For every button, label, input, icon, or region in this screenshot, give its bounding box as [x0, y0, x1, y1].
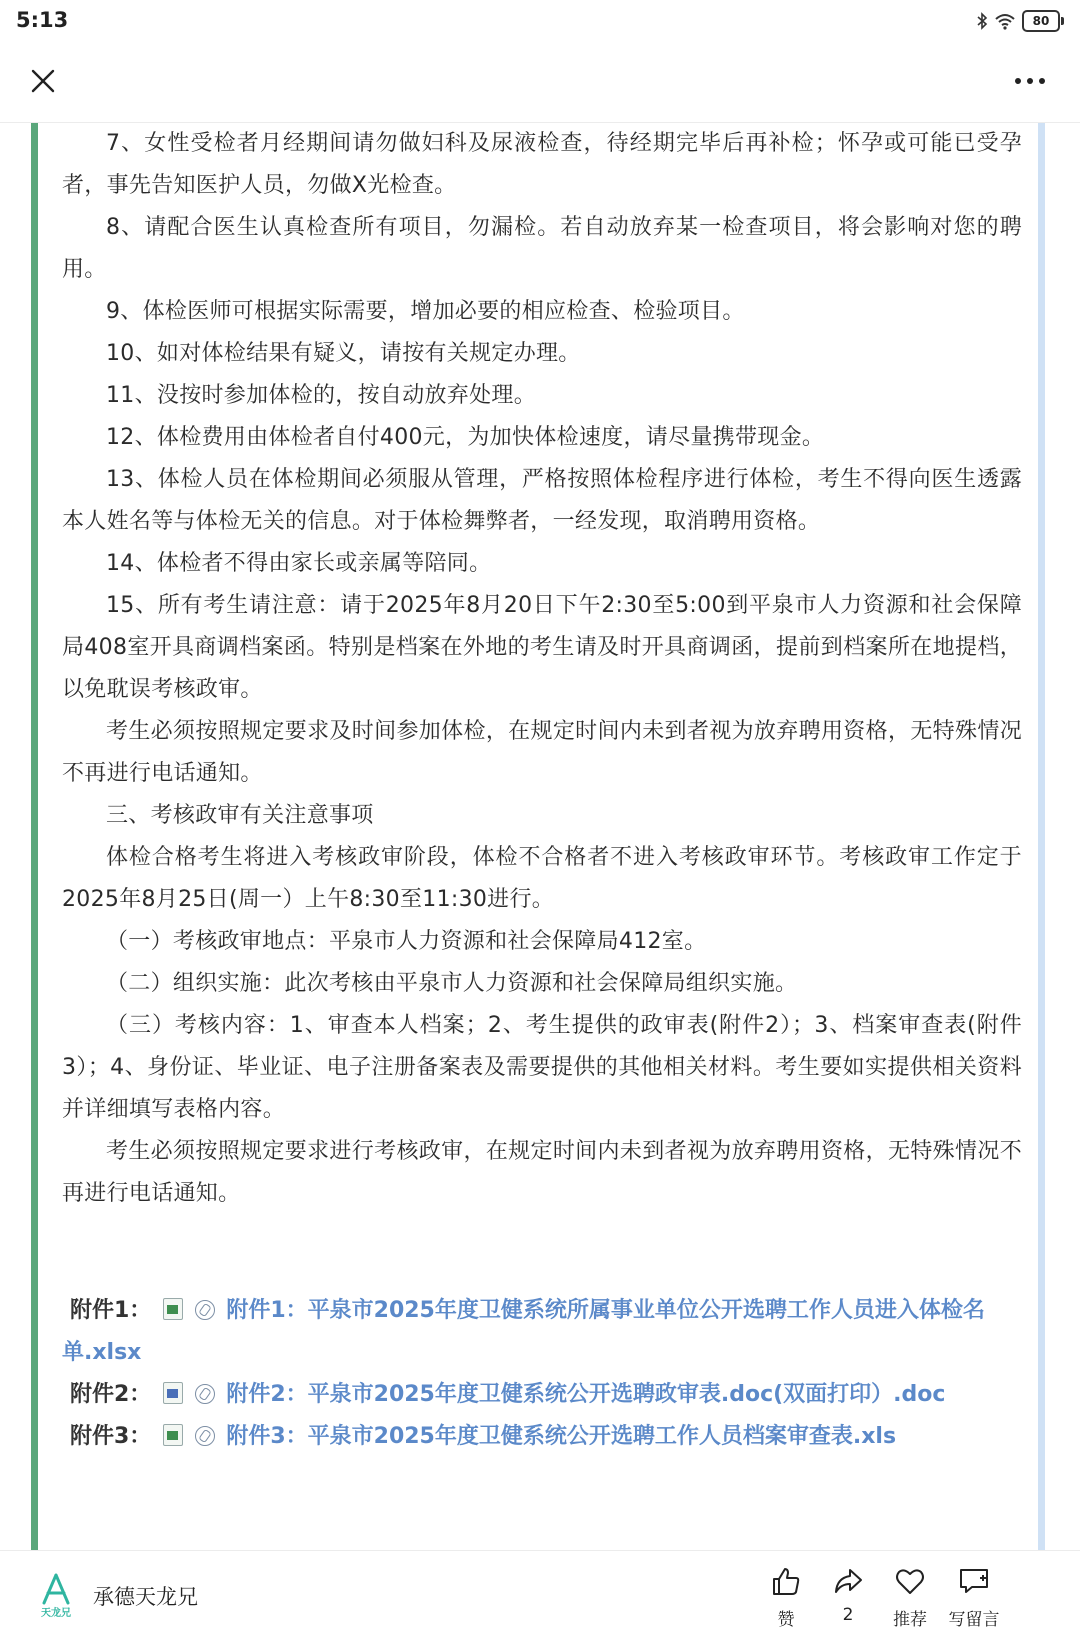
status-bar [0, 0, 1080, 42]
top-nav-bar [0, 42, 1080, 123]
paragraph: （三）考核内容：1、审查本人档案；2、考生提供的政审表(附件2）；3、档案审查表(附件3）；4、身份证、毕业证、电子注册备案表及需要提供的其他相关材料。考生要如实提供相关资料并详细填写表格内容。 [62, 1013, 1022, 1122]
paragraph: 考生必须按照规定要求及时间参加体检，在规定时间内未到者视为放弃聘用资格，无特殊情况不再进行电话通知。 [62, 719, 1022, 786]
link-icon [195, 1384, 215, 1404]
account-name[interactable]: 承德天龙兄 [93, 1585, 198, 1609]
write-comment-button[interactable] [942, 1563, 1006, 1630]
attachments-list [62, 1290, 1022, 1458]
close-icon [30, 68, 56, 94]
attachment-row [62, 1416, 1022, 1458]
status-icons [976, 9, 1064, 33]
account-logo[interactable] [36, 1573, 76, 1619]
excel-file-icon [163, 1298, 183, 1320]
recommend-label: 推荐 [893, 1610, 927, 1630]
paragraph: 考生必须按照规定要求进行考核政审，在规定时间内未到者视为放弃聘用资格，无特殊情况不再进行电话通知。 [62, 1139, 1022, 1206]
share-icon [832, 1565, 864, 1597]
excel-file-icon [163, 1424, 183, 1446]
status-time: 5:13 [16, 8, 69, 32]
bottom-action-bar [0, 1550, 1080, 1644]
attachment-label: 附件3： [70, 1424, 152, 1449]
account-logo-text: 天龙兄 [41, 1608, 71, 1619]
article-body [62, 123, 1022, 1215]
paragraph: 7、女性受检者月经期间请勿做妇科及尿液检查，待经期完毕后再补检；怀孕或可能已受孕者，事先告知医护人员，勿做X光检查。 [62, 131, 1022, 198]
bluetooth-icon [976, 12, 988, 30]
battery-indicator: 80 [1022, 10, 1060, 32]
attachment-link-2[interactable]: 附件2：平泉市2025年度卫健系统公开选聘政审表.doc(双面打印）.doc [226, 1382, 946, 1407]
right-accent-bar [1038, 123, 1045, 1550]
attachment-label: 附件1： [70, 1298, 152, 1323]
like-label: 赞 [777, 1610, 795, 1630]
link-icon [195, 1426, 215, 1446]
left-accent-bar [31, 123, 38, 1550]
share-count: 2 [842, 1605, 854, 1625]
recommend-button[interactable] [878, 1563, 942, 1630]
attachment-link-3[interactable]: 附件3：平泉市2025年度卫健系统公开选聘工作人员档案审查表.xls [226, 1424, 897, 1449]
more-icon [1014, 77, 1046, 85]
paragraph: 8、请配合医生认真检查所有项目，勿漏检。若自动放弃某一检查项目，将会影响对您的聘用。 [62, 215, 1022, 282]
attachment-row [62, 1374, 1022, 1416]
paragraph: （二）组织实施：此次考核由平泉市人力资源和社会保障局组织实施。 [106, 971, 798, 996]
close-button[interactable] [26, 64, 60, 98]
share-button[interactable] [816, 1563, 880, 1625]
word-file-icon [163, 1382, 183, 1404]
write-comment-label: 写留言 [948, 1610, 1000, 1630]
attachment-row [62, 1290, 1022, 1374]
paragraph: 13、体检人员在体检期间必须服从管理，严格按照体检程序进行体检，考生不得向医生透露本人姓名等与体检无关的信息。对于体检舞弊者，一经发现，取消聘用资格。 [62, 467, 1022, 534]
link-icon [195, 1300, 215, 1320]
wifi-icon [994, 12, 1016, 30]
attachment-label: 附件2： [70, 1382, 152, 1407]
paragraph: 14、体检者不得由家长或亲属等陪同。 [106, 551, 492, 576]
paragraph: （一）考核政审地点：平泉市人力资源和社会保障局412室。 [106, 929, 707, 954]
comment-icon [958, 1565, 990, 1597]
paragraph: 15、所有考生请注意：请于2025年8月20日下午2:30至5:00到平泉市人力资源和社会保障局408室开具商调档案函。特别是档案在外地的考生请及时开具商调函，提前到档案所在地提档，以免耽误考核政审。 [62, 593, 1022, 702]
battery-tip [1061, 17, 1064, 25]
paragraph: 11、没按时参加体检的，按自动放弃处理。 [106, 383, 536, 408]
paragraph: 体检合格考生将进入考核政审阶段，体检不合格者不进入考核政审环节。考核政审工作定于2025年8月25日(周一）上午8:30至11:30进行。 [62, 845, 1022, 912]
article-content [0, 123, 1080, 1550]
heart-icon [894, 1565, 926, 1597]
like-button[interactable] [754, 1563, 818, 1630]
attachment-link-1[interactable]: 附件1：平泉市2025年度卫健系统所属事业单位公开选聘工作人员进入体检名单.xlsx [62, 1298, 985, 1365]
paragraph: 10、如对体检结果有疑义，请按有关规定办理。 [106, 341, 581, 366]
more-options-button[interactable] [1010, 68, 1050, 94]
section-heading: 三、考核政审有关注意事项 [106, 803, 374, 828]
paragraph: 9、体检医师可根据实际需要，增加必要的相应检查、检验项目。 [106, 299, 745, 324]
thumbs-up-icon [770, 1565, 802, 1597]
paragraph: 12、体检费用由体检者自付400元，为加快体检速度，请尽量携带现金。 [106, 425, 825, 450]
